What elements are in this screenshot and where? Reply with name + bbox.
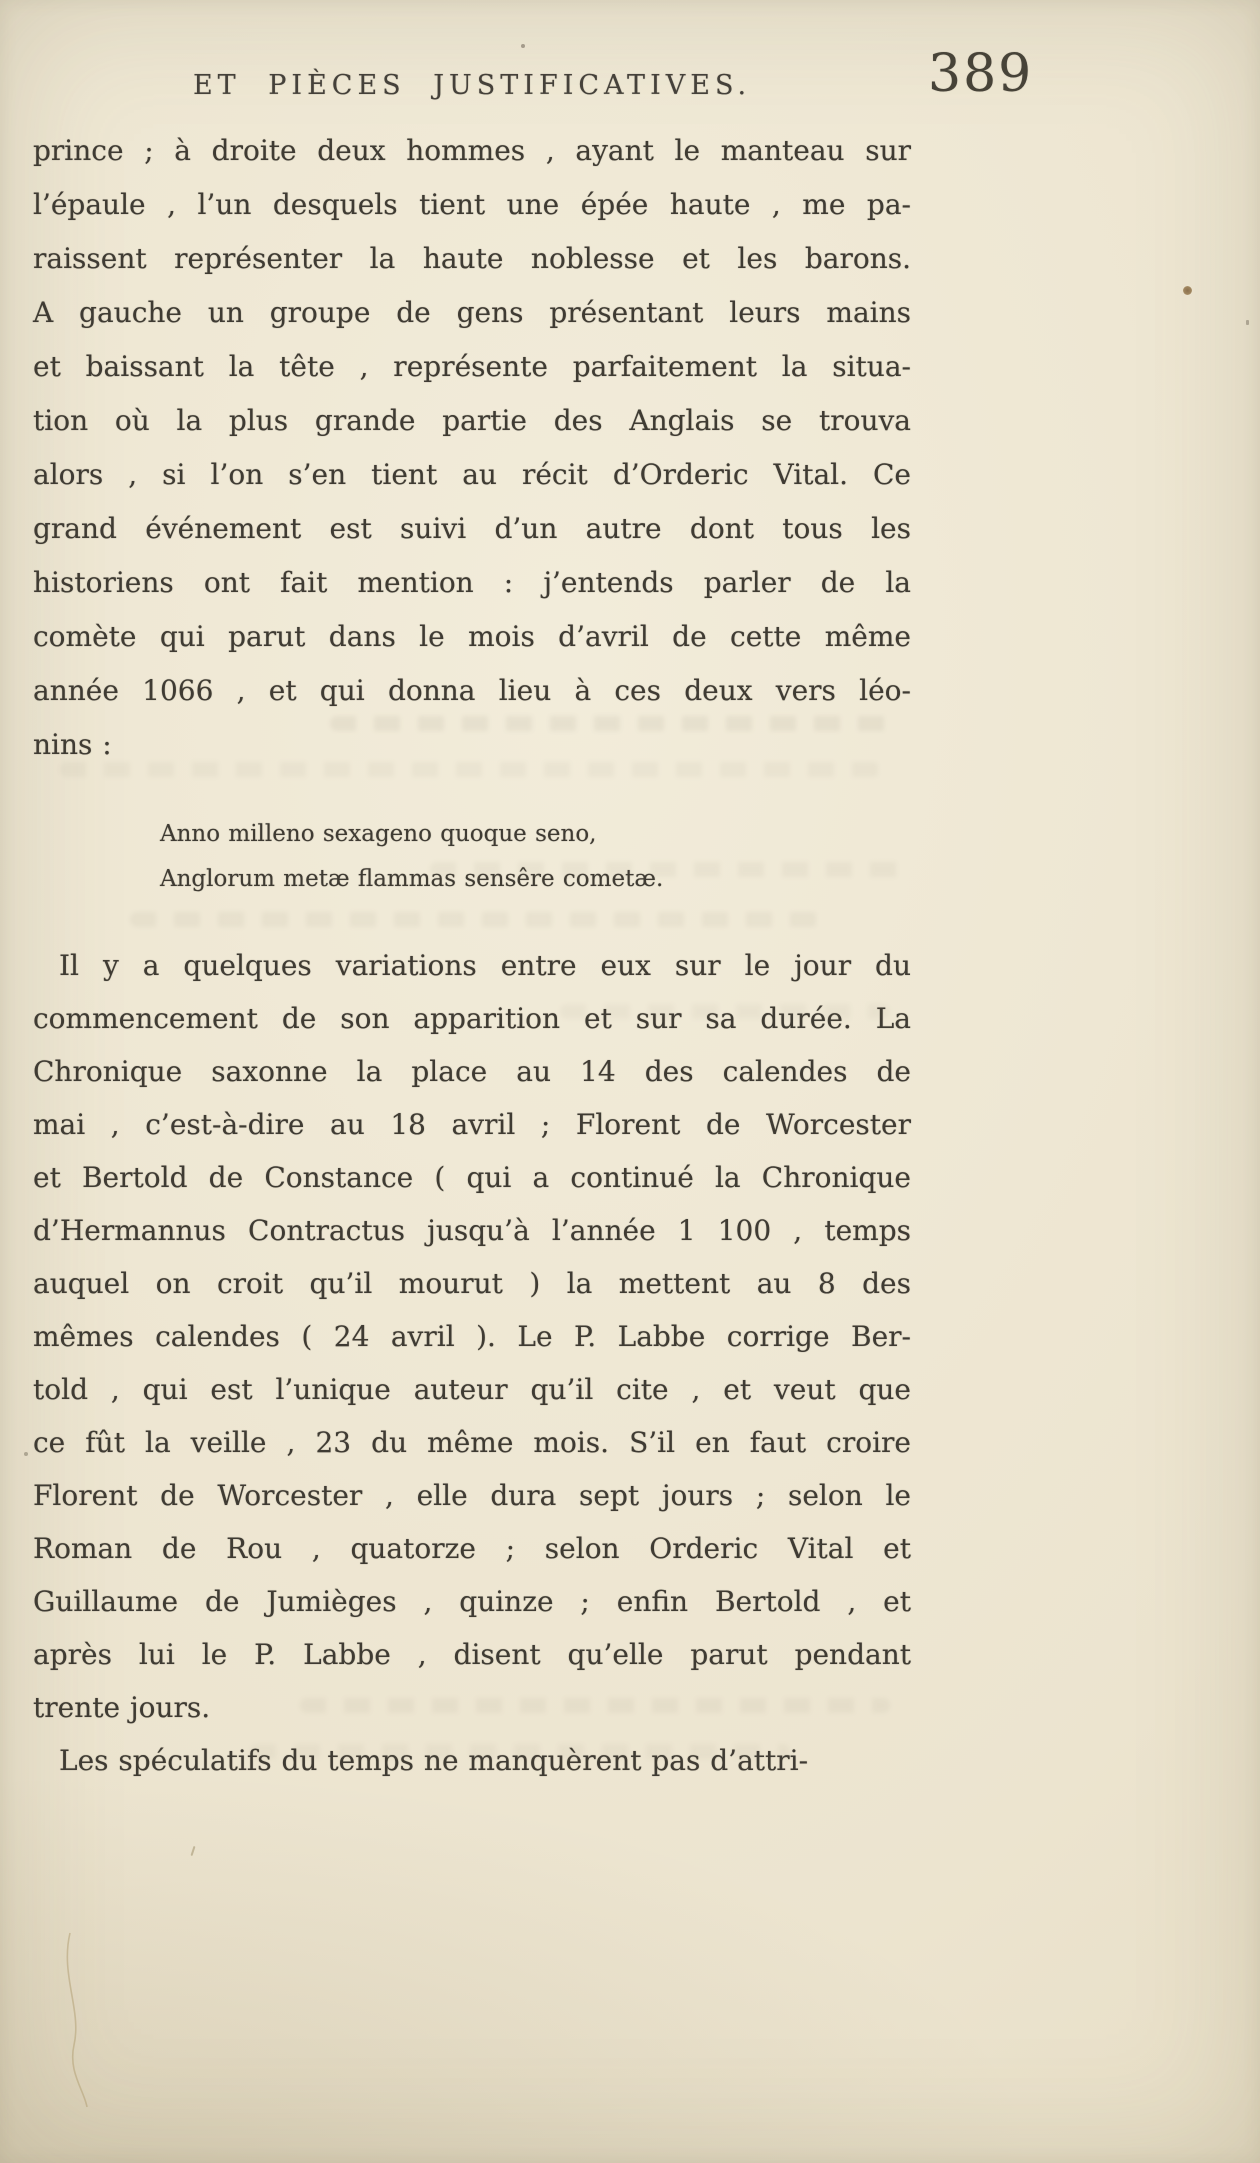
text-line: année 1066 , et qui donna lieu à ces deux vers léo- xyxy=(33,674,911,707)
text-line: commencement de son apparition et sur sa durée. La xyxy=(33,1002,911,1035)
verse-line: Anglorum metæ flammas sensêre cometæ. xyxy=(160,866,664,892)
text-line: mai , c’est-à-dire au 18 avril ; Florent de Worcester xyxy=(33,1108,911,1141)
text-line: tion où la plus grande partie des Anglais se trouva xyxy=(33,404,911,437)
running-head: ET PIÈCES JUSTIFICATIVES. xyxy=(192,70,752,101)
text-line: Guillaume de Jumièges , quinze ; enfin Bertold , et xyxy=(33,1585,911,1618)
text-line: comète qui parut dans le mois d’avril de cette même xyxy=(33,620,911,653)
text-line: trente jours. xyxy=(33,1691,211,1724)
text-line: ce fût la veille , 23 du même mois. S’il en faut croire xyxy=(33,1426,911,1459)
text-line: et Bertold de Constance ( qui a continué la Chronique xyxy=(33,1161,911,1194)
text-line: historiens ont fait mention : j’entends parler de la xyxy=(33,566,911,599)
text-line: Chronique saxonne la place au 14 des calendes de xyxy=(33,1055,911,1088)
text-line: Roman de Rou , quatorze ; selon Orderic Vital et xyxy=(33,1532,911,1565)
text-line: Les spéculatifs du temps ne manquèrent pas d’attri- xyxy=(59,1744,809,1777)
text-line: Florent de Worcester , elle dura sept jours ; selon le xyxy=(33,1479,911,1512)
text-line: alors , si l’on s’en tient au récit d’Orderic Vital. Ce xyxy=(33,458,911,491)
text-line: d’Hermannus Contractus jusqu’à l’année 1 100 , temps xyxy=(33,1214,911,1247)
text-line: grand événement est suivi d’un autre dont tous les xyxy=(33,512,911,545)
text-line: prince ; à droite deux hommes , ayant le manteau sur xyxy=(33,134,911,167)
text-line: raissent représenter la haute noblesse et les barons. xyxy=(33,242,911,275)
text-line: après lui le P. Labbe , disent qu’elle parut pendant xyxy=(33,1638,911,1671)
text-line: mêmes calendes ( 24 avril ). Le P. Labbe corrige Ber- xyxy=(33,1320,911,1353)
verse-line: Anno milleno sexageno quoque seno, xyxy=(160,821,597,847)
text-line: auquel on croit qu’il mourut ) la mettent au 8 des xyxy=(33,1267,911,1300)
text-line: et baissant la tête , représente parfaitement la situa- xyxy=(33,350,911,383)
text-line: nins : xyxy=(33,728,112,761)
page-number: 389 xyxy=(928,44,1034,104)
text-line: Il y a quelques variations entre eux sur le jour du xyxy=(59,949,911,982)
text-line: l’épaule , l’un desquels tient une épée haute , me pa- xyxy=(33,188,911,221)
text-line: A gauche un groupe de gens présentant leurs mains xyxy=(33,296,911,329)
text-line: told , qui est l’unique auteur qu’il cite , et veut que xyxy=(33,1373,911,1406)
